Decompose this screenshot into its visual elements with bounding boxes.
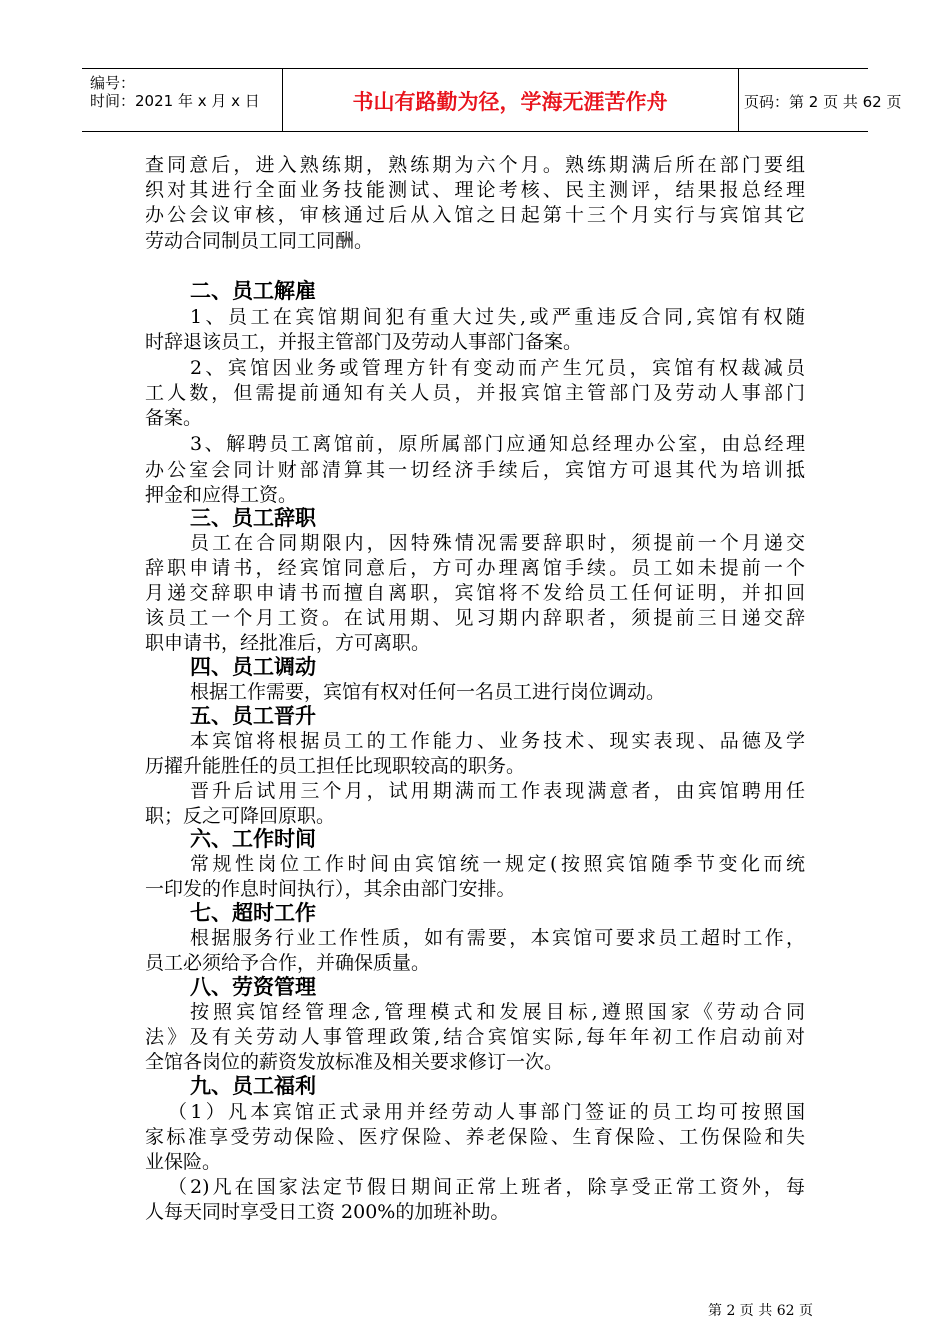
section-heading-dismissal: 二、员工解雇 bbox=[190, 279, 316, 303]
body-line: 历擢升能胜任的员工担任比现职较高的职务。 bbox=[145, 755, 526, 777]
doc-number-label: 编号： bbox=[90, 74, 136, 92]
body-line: （1）凡本宾馆正式录用并经劳动人事部门签证的员工均可按照国 bbox=[168, 1101, 805, 1123]
body-line: 查同意后，进入熟练期，熟练期为六个月。熟练期满后所在部门要组 bbox=[145, 154, 805, 176]
body-line: 本宾馆将根据员工的工作能力、业务技术、现实表现、品德及学 bbox=[190, 730, 805, 752]
body-line: 1、员工在宾馆期间犯有重大过失,或严重违反合同,宾馆有权随 bbox=[190, 306, 805, 328]
body-line: 该员工一个月工资。在试用期、见习期内辞职者，须提前三日递交辞 bbox=[145, 607, 805, 629]
body-line: 根据服务行业工作性质，如有需要，本宾馆可要求员工超时工作， bbox=[190, 927, 805, 949]
page-header bbox=[82, 68, 902, 132]
doc-time-label: 时间：2021 年 x 月 x 日 bbox=[90, 92, 260, 110]
body-line: 劳动合同制员工同工同酬。 bbox=[145, 230, 374, 252]
body-line: 办公室会同计财部清算其一切经济手续后，宾馆方可退其代为培训抵 bbox=[145, 459, 805, 481]
body-line: 2、宾馆因业务或管理方针有变动而产生冗员，宾馆有权裁减员 bbox=[190, 357, 805, 379]
body-line: 3、解聘员工离馆前，原所属部门应通知总经理办公室，由总经理 bbox=[190, 433, 805, 455]
section-heading-transfer: 四、员工调动 bbox=[190, 655, 316, 679]
body-line: （2)凡在国家法定节假日期间正常上班者，除享受正常工资外，每 bbox=[168, 1176, 805, 1198]
body-line: 辞职申请书，经宾馆同意后，方可办理离馆手续。员工如未提前一个 bbox=[145, 557, 805, 579]
body-line: 时辞退该员工，并报主管部门及劳动人事部门备案。 bbox=[145, 331, 583, 353]
body-line: 员工必须给予合作，并确保质量。 bbox=[145, 952, 431, 974]
body-line: 月递交辞职申请书而擅自离职，宾馆将不发给员工任何证明，并扣回 bbox=[145, 582, 805, 604]
body-line: 家标准享受劳动保险、医疗保险、养老保险、生育保险、工伤保险和失 bbox=[145, 1126, 805, 1148]
section-heading-welfare: 九、员工福利 bbox=[190, 1074, 316, 1098]
body-line: 工人数，但需提前通知有关人员，并报宾馆主管部门及劳动人事部门 bbox=[145, 382, 805, 404]
body-line: 一印发的作息时间执行），其余由部门安排。 bbox=[145, 878, 516, 900]
body-line: 全馆各岗位的薪资发放标准及相关要求修订一次。 bbox=[145, 1051, 564, 1073]
body-line: 职申请书，经批准后，方可离职。 bbox=[145, 632, 431, 654]
section-heading-overtime: 七、超时工作 bbox=[190, 901, 316, 925]
section-heading-working-hours: 六、工作时间 bbox=[190, 827, 316, 851]
section-heading-resignation: 三、员工辞职 bbox=[190, 506, 316, 530]
header-page-number: 页码：第 2 页 共 62 页 bbox=[744, 93, 902, 111]
body-line: 人每天同时享受日工资 200%的加班补助。 bbox=[145, 1201, 510, 1223]
header-motto: 书山有路勤为径，学海无涯苦作舟 bbox=[352, 90, 668, 114]
section-heading-labor-pay: 八、劳资管理 bbox=[190, 975, 316, 999]
body-line: 职；反之可降回原职。 bbox=[145, 805, 336, 827]
header-page-cell bbox=[738, 69, 902, 131]
footer-page-number: 第 2 页 共 62 页 bbox=[708, 1303, 813, 1319]
body-line: 员工在合同期限内，因特殊情况需要辞职时，须提前一个月递交 bbox=[190, 532, 805, 554]
body-line: 法》及有关劳动人事管理政策,结合宾馆实际,每年年初工作启动前对 bbox=[145, 1026, 805, 1048]
body-line: 按照宾馆经管理念,管理模式和发展目标,遵照国家《劳动合同 bbox=[190, 1001, 805, 1023]
body-line: 常规性岗位工作时间由宾馆统一规定(按照宾馆随季节变化而统 bbox=[190, 853, 805, 875]
body-line: 晋升后试用三个月，试用期满而工作表现满意者，由宾馆聘用任 bbox=[190, 780, 805, 802]
header-motto-cell bbox=[282, 69, 739, 131]
body-line: 织对其进行全面业务技能测试、理论考核、民主测评，结果报总经理 bbox=[145, 179, 805, 201]
body-line: 业保险。 bbox=[145, 1151, 222, 1173]
body-line: 根据工作需要，宾馆有权对任何一名员工进行岗位调动。 bbox=[190, 681, 666, 703]
body-line: 备案。 bbox=[145, 407, 203, 429]
body-line: 押金和应得工资。 bbox=[145, 484, 298, 506]
body-line: 办公会议审核，审核通过后从入馆之日起第十三个月实行与宾馆其它 bbox=[145, 204, 805, 226]
section-heading-promotion: 五、员工晋升 bbox=[190, 704, 316, 728]
header-info-cell bbox=[82, 69, 283, 131]
